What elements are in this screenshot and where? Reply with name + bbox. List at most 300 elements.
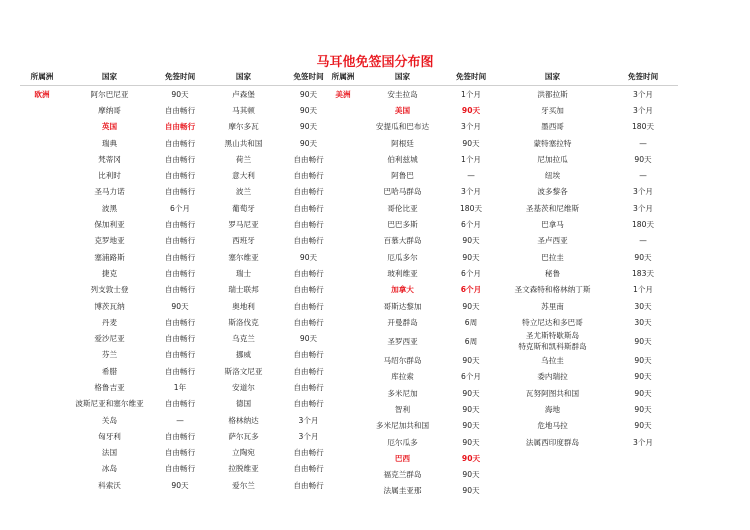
country-name: 保加利亚 bbox=[94, 220, 125, 230]
table-row bbox=[20, 249, 335, 265]
table-row bbox=[20, 379, 335, 395]
visa-free-duration: — bbox=[639, 171, 647, 181]
visa-free-duration: 自由畅行 bbox=[293, 268, 324, 278]
country-name: 多米尼加共和国 bbox=[375, 421, 430, 431]
country-name: 巴巴多斯 bbox=[387, 220, 418, 230]
country-name: 秘鲁 bbox=[544, 268, 561, 278]
country-name: 美国 bbox=[394, 105, 411, 115]
visa-free-duration: 6个月 bbox=[460, 285, 482, 295]
country-name: 西班牙 bbox=[232, 236, 255, 246]
visa-free-duration: 自由畅行 bbox=[293, 350, 324, 360]
country-name: 法国 bbox=[101, 448, 118, 458]
table-row bbox=[20, 428, 335, 444]
table-row bbox=[326, 401, 678, 417]
country-name: 比利时 bbox=[98, 171, 121, 181]
table-row bbox=[326, 233, 678, 249]
country-name: 阿根廷 bbox=[391, 138, 414, 148]
table-row bbox=[326, 167, 678, 183]
visa-free-duration: 90天 bbox=[462, 388, 480, 398]
region-cell bbox=[326, 330, 360, 352]
page-title: 马耳他免签国分布图 bbox=[316, 55, 434, 70]
visa-free-duration: 自由畅行 bbox=[164, 236, 196, 246]
country-name: 梵蒂冈 bbox=[98, 154, 121, 164]
header-time: 免签时间 bbox=[282, 68, 335, 86]
region-cell bbox=[326, 102, 360, 118]
region-cell bbox=[20, 184, 64, 200]
visa-free-duration: 6个月 bbox=[460, 220, 482, 230]
table-row bbox=[326, 418, 678, 434]
country-name: 科索沃 bbox=[98, 480, 121, 490]
country-name: 列支敦士登 bbox=[90, 285, 129, 295]
country-name: 爱尔兰 bbox=[232, 480, 255, 490]
country-name: 斯洛文尼亚 bbox=[224, 366, 263, 376]
visa-free-duration: 90天 bbox=[299, 89, 318, 99]
header-row bbox=[20, 68, 335, 86]
country-name: 德国 bbox=[235, 399, 252, 409]
country-name: 拉脱维亚 bbox=[228, 464, 259, 474]
country-name: 百慕大群岛 bbox=[383, 236, 422, 246]
visa-free-duration: 30天 bbox=[634, 301, 652, 311]
table-row bbox=[20, 347, 335, 363]
country-name: 丹麦 bbox=[101, 317, 118, 327]
table-row bbox=[20, 282, 335, 298]
visa-free-duration: 90天 bbox=[299, 252, 318, 262]
country-name: 法属西印度群岛 bbox=[525, 437, 580, 447]
country-name: 希腊 bbox=[101, 366, 118, 376]
country-name: 玻利维亚 bbox=[387, 268, 418, 278]
table-row bbox=[20, 151, 335, 167]
country-name: 巴拿马 bbox=[541, 220, 564, 230]
visa-free-duration: 自由畅行 bbox=[293, 301, 324, 311]
country-name: 摩尔多瓦 bbox=[228, 122, 259, 132]
visa-free-duration: 3个月 bbox=[632, 437, 654, 447]
country-name: 尼加拉瓜 bbox=[537, 154, 568, 164]
region-cell bbox=[20, 233, 64, 249]
visa-free-duration: 90天 bbox=[462, 470, 480, 480]
header-country: 国家 bbox=[360, 68, 445, 86]
visa-free-duration: 3个月 bbox=[632, 187, 654, 197]
visa-free-duration: 90天 bbox=[462, 252, 480, 262]
visa-free-duration: 自由畅行 bbox=[293, 317, 324, 327]
visa-free-duration: 1年 bbox=[173, 382, 187, 392]
country-name: 波斯尼亚和塞尔维亚 bbox=[75, 399, 144, 409]
table-row bbox=[326, 330, 678, 352]
country-name bbox=[497, 483, 608, 499]
country-name: 阿尔巴尼亚 bbox=[90, 89, 129, 99]
table-row bbox=[20, 298, 335, 314]
table-row bbox=[20, 363, 335, 379]
visa-free-duration: 90天 bbox=[299, 105, 318, 115]
visa-free-duration: — bbox=[467, 171, 475, 181]
region-cell bbox=[20, 347, 64, 363]
region-label: 美洲 bbox=[335, 89, 351, 99]
table-row bbox=[326, 282, 678, 298]
visa-free-duration: 3个月 bbox=[460, 187, 482, 197]
country-name: 巴哈马群岛 bbox=[383, 187, 422, 197]
visa-free-duration: 自由畅行 bbox=[164, 187, 196, 197]
country-name: 马其顿 bbox=[232, 105, 255, 115]
visa-free-duration: 90天 bbox=[299, 122, 318, 132]
region-cell bbox=[326, 119, 360, 135]
country-name: 葡萄牙 bbox=[232, 203, 255, 213]
country-name: 苏里南 bbox=[541, 301, 564, 311]
country-name: 芬兰 bbox=[101, 350, 118, 360]
visa-free-duration: 自由畅行 bbox=[164, 399, 196, 409]
visa-free-duration: 自由畅行 bbox=[293, 285, 324, 295]
visa-free-duration: 180天 bbox=[459, 203, 483, 213]
visa-free-duration: 3个月 bbox=[298, 431, 319, 441]
country-name: 安圭拉岛 bbox=[387, 89, 418, 99]
table-row bbox=[326, 135, 678, 151]
table-row bbox=[20, 200, 335, 216]
visa-free-duration bbox=[608, 483, 678, 499]
visa-free-duration: 自由畅行 bbox=[293, 382, 324, 392]
country-name: 哥伦比亚 bbox=[387, 203, 418, 213]
country-name: 开曼群岛 bbox=[387, 317, 418, 327]
country-name: 安提瓜和巴布达 bbox=[375, 122, 430, 132]
visa-free-duration: 90天 bbox=[462, 301, 480, 311]
country-name: 瑞士 bbox=[235, 268, 252, 278]
country-name: 圣马力诺 bbox=[94, 187, 125, 197]
visa-free-duration: 自由畅行 bbox=[164, 171, 196, 181]
country-name: 冰岛 bbox=[101, 464, 118, 474]
visa-free-duration: — bbox=[176, 415, 184, 425]
table-row bbox=[326, 200, 678, 216]
header-country: 国家 bbox=[497, 68, 608, 86]
visa-free-duration: 自由畅行 bbox=[164, 464, 196, 474]
country-name: 斯洛伐克 bbox=[228, 317, 259, 327]
visa-free-duration: 自由畅行 bbox=[293, 366, 324, 376]
visa-free-duration: — bbox=[639, 236, 647, 246]
region-cell bbox=[20, 151, 64, 167]
visa-free-duration: 90天 bbox=[634, 421, 652, 431]
visa-free-duration: 90天 bbox=[462, 356, 480, 366]
visa-free-duration: 自由畅行 bbox=[164, 285, 196, 295]
country-name: 安道尔 bbox=[232, 382, 255, 392]
country-name: 圣文森特和格林纳丁斯 bbox=[514, 285, 591, 295]
visa-free-duration: 自由畅行 bbox=[293, 448, 324, 458]
table-row bbox=[20, 396, 335, 412]
country-name: 圣尤斯特歇斯岛 特克斯和凯科斯群岛 bbox=[518, 331, 587, 352]
visa-free-duration: 6个月 bbox=[460, 372, 482, 382]
table-row bbox=[20, 86, 335, 103]
country-name: 乌拉圭 bbox=[541, 356, 564, 366]
country-name: 牙买加 bbox=[541, 105, 564, 115]
region-cell bbox=[326, 249, 360, 265]
table-row bbox=[326, 314, 678, 330]
country-name: 黑山共和国 bbox=[224, 138, 263, 148]
country-name: 海地 bbox=[544, 404, 561, 414]
country-name: 博茨瓦纳 bbox=[94, 301, 125, 311]
country-name: 挪威 bbox=[235, 350, 252, 360]
visa-free-duration: 90天 bbox=[299, 334, 318, 344]
table-row bbox=[20, 461, 335, 477]
visa-free-duration: 90天 bbox=[171, 301, 189, 311]
visa-free-duration: 自由畅行 bbox=[293, 464, 324, 474]
country-name: 瑞士联邦 bbox=[228, 285, 259, 295]
visa-free-duration: 自由畅行 bbox=[164, 220, 196, 230]
visa-free-duration: 180天 bbox=[631, 220, 655, 230]
region-cell bbox=[326, 167, 360, 183]
region-cell bbox=[326, 401, 360, 417]
region-cell bbox=[326, 434, 360, 450]
table-row bbox=[326, 265, 678, 281]
country-name: 墨西哥 bbox=[541, 122, 564, 132]
visa-free-duration: 3个月 bbox=[632, 105, 654, 115]
country-name: 蒙特塞拉特 bbox=[533, 138, 572, 148]
region-cell bbox=[20, 428, 64, 444]
country-name: 圣罗西亚 bbox=[387, 336, 418, 346]
visa-free-duration: 3个月 bbox=[460, 122, 482, 132]
region-cell bbox=[20, 330, 64, 346]
visa-free-duration: 1个月 bbox=[460, 89, 482, 99]
table-row bbox=[326, 216, 678, 232]
country-name: 多米尼加 bbox=[387, 388, 418, 398]
visa-free-duration: 自由畅行 bbox=[164, 138, 196, 148]
visa-free-duration: 自由畅行 bbox=[164, 366, 196, 376]
visa-free-duration: 180天 bbox=[631, 122, 655, 132]
country-name: 圣卢西亚 bbox=[537, 236, 568, 246]
visa-free-duration: 自由畅行 bbox=[164, 122, 196, 132]
country-name: 巴西 bbox=[394, 453, 411, 463]
visa-free-duration: 自由畅行 bbox=[293, 399, 324, 409]
visa-free-duration: 自由畅行 bbox=[293, 171, 324, 181]
visa-free-duration: 90天 bbox=[462, 236, 480, 246]
region-cell bbox=[326, 385, 360, 401]
visa-free-duration: 自由畅行 bbox=[164, 431, 196, 441]
visa-free-duration: 90天 bbox=[634, 356, 652, 366]
visa-free-duration: 90天 bbox=[634, 372, 652, 382]
country-name: 意大利 bbox=[232, 171, 255, 181]
visa-free-duration: 90天 bbox=[171, 480, 189, 490]
table-row bbox=[326, 151, 678, 167]
country-name: 洪都拉斯 bbox=[537, 89, 568, 99]
header-region: 所属洲 bbox=[20, 68, 64, 86]
region-cell bbox=[20, 314, 64, 330]
country-name: 关岛 bbox=[101, 415, 118, 425]
visa-free-duration: 自由畅行 bbox=[293, 187, 324, 197]
visa-free-duration: 自由畅行 bbox=[293, 220, 324, 230]
country-name: 危地马拉 bbox=[537, 421, 568, 431]
region-cell bbox=[326, 282, 360, 298]
region-cell bbox=[20, 461, 64, 477]
country-name: 厄瓜多尔 bbox=[387, 252, 418, 262]
country-name: 立陶宛 bbox=[232, 448, 255, 458]
visa-free-duration: 自由畅行 bbox=[164, 350, 196, 360]
visa-free-duration: 自由畅行 bbox=[164, 105, 196, 115]
visa-free-duration: 90天 bbox=[462, 404, 480, 414]
region-cell bbox=[20, 135, 64, 151]
country-name: 伯利兹城 bbox=[387, 154, 418, 164]
region-cell bbox=[326, 450, 360, 466]
region-cell bbox=[20, 412, 64, 428]
country-name: 塞尔维亚 bbox=[228, 252, 259, 262]
americas-table bbox=[326, 68, 678, 499]
table-row bbox=[326, 86, 678, 103]
visa-free-duration: 90天 bbox=[634, 404, 652, 414]
header-time: 免签时间 bbox=[155, 68, 205, 86]
visa-free-duration: 自由畅行 bbox=[164, 317, 196, 327]
country-name: 格鲁吉亚 bbox=[94, 382, 125, 392]
country-name: 萨尔瓦多 bbox=[228, 431, 259, 441]
region-cell bbox=[20, 396, 64, 412]
header-row bbox=[326, 68, 678, 86]
visa-free-duration: 90天 bbox=[171, 89, 189, 99]
europe-table bbox=[20, 68, 335, 493]
table-row bbox=[326, 369, 678, 385]
country-name: 塞浦路斯 bbox=[94, 252, 125, 262]
visa-free-duration: 90天 bbox=[299, 138, 318, 148]
country-name: 英国 bbox=[101, 122, 118, 132]
visa-free-duration: — bbox=[639, 138, 647, 148]
table-row bbox=[20, 265, 335, 281]
country-name: 福克兰群岛 bbox=[383, 470, 422, 480]
region-cell bbox=[326, 352, 360, 368]
region-cell bbox=[20, 445, 64, 461]
table-row bbox=[326, 352, 678, 368]
visa-free-duration: 183天 bbox=[631, 268, 655, 278]
visa-free-duration: 3个月 bbox=[632, 89, 654, 99]
visa-free-duration: 6个月 bbox=[460, 268, 482, 278]
table-row bbox=[326, 483, 678, 499]
visa-free-duration: 自由畅行 bbox=[293, 236, 324, 246]
country-name: 瑞典 bbox=[101, 138, 118, 148]
region-cell bbox=[326, 265, 360, 281]
country-name: 智利 bbox=[394, 404, 411, 414]
visa-free-duration: 自由畅行 bbox=[164, 154, 196, 164]
visa-free-duration: 90天 bbox=[634, 154, 652, 164]
country-name: 波黑 bbox=[101, 203, 118, 213]
table-row bbox=[326, 102, 678, 118]
country-name: 克罗地亚 bbox=[94, 236, 125, 246]
region-cell bbox=[20, 216, 64, 232]
region-cell bbox=[20, 298, 64, 314]
visa-free-duration: 90天 bbox=[462, 486, 480, 496]
table-row bbox=[20, 167, 335, 183]
region-cell bbox=[20, 265, 64, 281]
table-row bbox=[20, 233, 335, 249]
header-time: 免签时间 bbox=[445, 68, 497, 86]
region-cell bbox=[20, 167, 64, 183]
header-region: 所属洲 bbox=[326, 68, 360, 86]
visa-free-duration: 1个月 bbox=[632, 285, 654, 295]
region-cell bbox=[20, 363, 64, 379]
country-name: 摩纳哥 bbox=[98, 105, 121, 115]
table-row bbox=[326, 184, 678, 200]
visa-free-duration: 90天 bbox=[634, 388, 652, 398]
visa-free-duration: 1个月 bbox=[460, 154, 482, 164]
region-cell bbox=[326, 298, 360, 314]
country-name: 纽埃 bbox=[544, 171, 561, 181]
visa-free-duration bbox=[608, 467, 678, 483]
region-label: 欧洲 bbox=[34, 89, 50, 99]
country-name: 圣基茨和尼维斯 bbox=[525, 203, 580, 213]
visa-free-duration: 90天 bbox=[461, 105, 481, 115]
region-cell bbox=[326, 151, 360, 167]
region-cell bbox=[326, 216, 360, 232]
region-cell bbox=[326, 135, 360, 151]
country-name: 法属圭亚那 bbox=[383, 486, 422, 496]
table-row bbox=[20, 119, 335, 135]
country-name: 卢森堡 bbox=[232, 89, 255, 99]
table-row bbox=[20, 477, 335, 493]
country-name: 厄尔瓜多 bbox=[387, 437, 418, 447]
region-cell bbox=[326, 184, 360, 200]
header-country: 国家 bbox=[205, 68, 282, 86]
country-name bbox=[497, 450, 608, 466]
visa-free-duration: 3个月 bbox=[632, 203, 654, 213]
region-cell bbox=[20, 249, 64, 265]
table-row bbox=[326, 119, 678, 135]
visa-free-duration: 自由畅行 bbox=[293, 154, 324, 164]
visa-free-duration: 90天 bbox=[462, 138, 480, 148]
visa-free-duration bbox=[608, 450, 678, 466]
country-name: 乌克兰 bbox=[232, 334, 255, 344]
region-cell bbox=[326, 200, 360, 216]
country-name: 格林纳达 bbox=[228, 415, 259, 425]
country-name: 瓦努阿图共和国 bbox=[525, 388, 580, 398]
visa-free-duration: 6个月 bbox=[169, 203, 191, 213]
country-name: 特立尼达和多巴哥 bbox=[522, 317, 583, 327]
table-row bbox=[20, 184, 335, 200]
country-name bbox=[497, 467, 608, 483]
visa-free-duration: 90天 bbox=[634, 336, 652, 346]
country-name: 波多黎各 bbox=[537, 187, 568, 197]
country-name: 巴拉圭 bbox=[541, 252, 564, 262]
country-name: 库拉索 bbox=[391, 372, 414, 382]
country-name: 爱沙尼亚 bbox=[94, 334, 125, 344]
region-cell bbox=[326, 483, 360, 499]
table-row bbox=[20, 314, 335, 330]
table-row bbox=[326, 298, 678, 314]
region-cell bbox=[20, 102, 64, 118]
country-name: 匈牙利 bbox=[98, 431, 121, 441]
table-row bbox=[20, 135, 335, 151]
visa-free-duration: 90天 bbox=[462, 421, 480, 431]
visa-free-duration: 90天 bbox=[462, 437, 480, 447]
region-cell bbox=[326, 233, 360, 249]
country-name: 哥斯达黎加 bbox=[383, 301, 422, 311]
region-cell bbox=[326, 418, 360, 434]
table-row bbox=[20, 330, 335, 346]
visa-free-duration: 自由畅行 bbox=[164, 268, 196, 278]
region-cell bbox=[326, 369, 360, 385]
visa-free-duration: 90天 bbox=[634, 252, 652, 262]
region-cell bbox=[20, 379, 64, 395]
visa-free-duration: 自由畅行 bbox=[293, 480, 324, 490]
country-name: 阿鲁巴 bbox=[391, 171, 414, 181]
country-name: 波兰 bbox=[235, 187, 252, 197]
country-name: 荷兰 bbox=[235, 154, 252, 164]
country-name: 马绍尔群岛 bbox=[383, 356, 422, 366]
table-row bbox=[326, 434, 678, 450]
region-cell bbox=[20, 282, 64, 298]
visa-free-duration: 3个月 bbox=[298, 415, 319, 425]
header-country: 国家 bbox=[64, 68, 155, 86]
visa-free-duration: 自由畅行 bbox=[293, 203, 324, 213]
table-row bbox=[326, 249, 678, 265]
country-name: 奥地利 bbox=[232, 301, 255, 311]
region-cell bbox=[20, 200, 64, 216]
region-cell bbox=[20, 477, 64, 493]
visa-free-duration: 自由畅行 bbox=[164, 252, 196, 262]
region-cell bbox=[326, 467, 360, 483]
country-name: 加拿大 bbox=[391, 285, 414, 295]
table-row bbox=[20, 445, 335, 461]
visa-free-duration: 6周 bbox=[464, 336, 478, 346]
country-name: 捷克 bbox=[101, 268, 118, 278]
visa-free-duration: 自由畅行 bbox=[164, 334, 196, 344]
